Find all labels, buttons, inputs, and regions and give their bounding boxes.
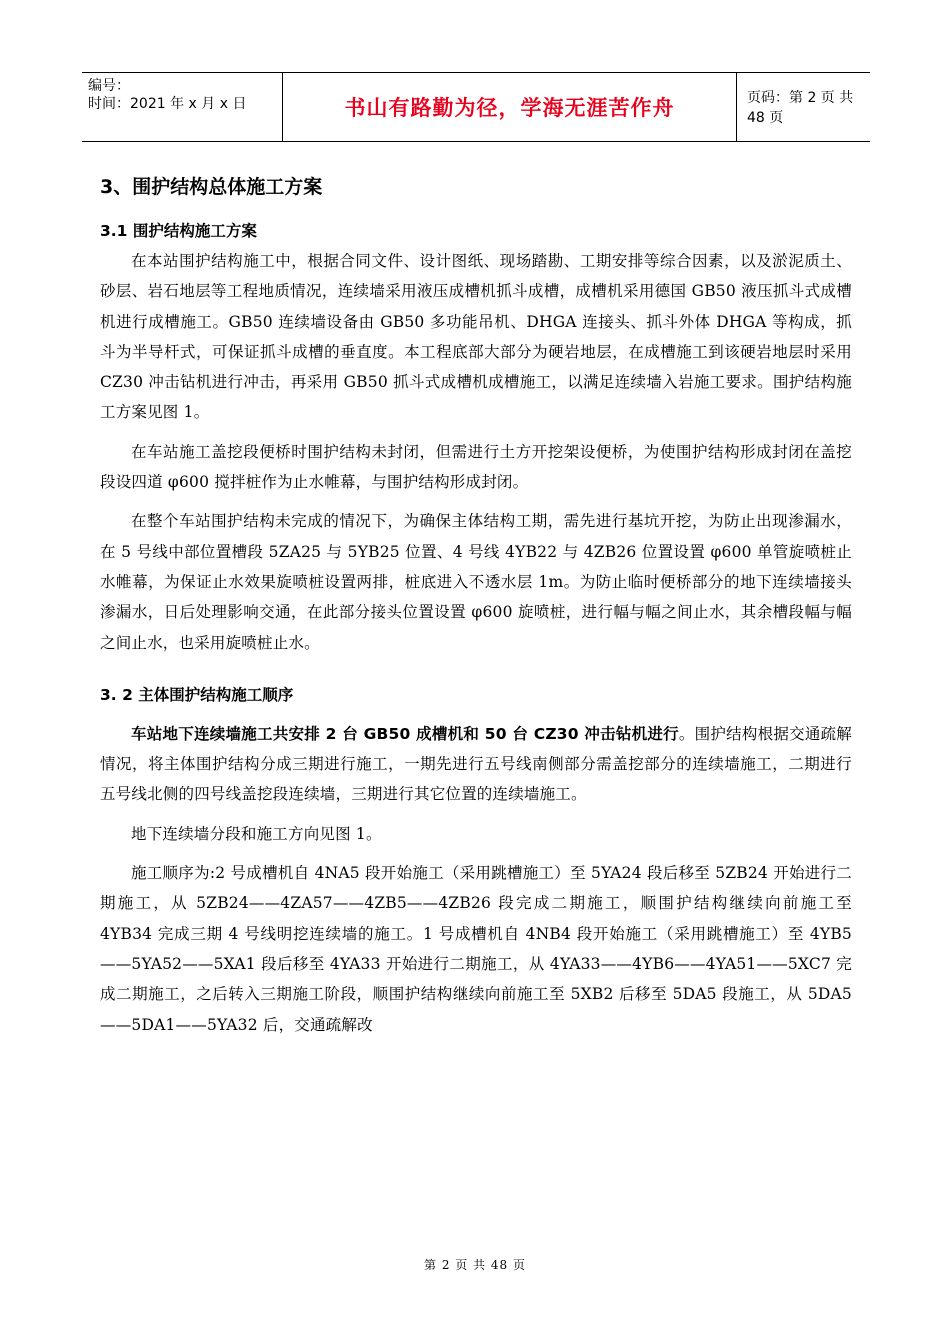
header-info-cell [82, 73, 283, 141]
paragraph: 施工顺序为:2 号成槽机自 4NA5 段开始施工（采用跳槽施工）至 5YA24 段后移至 5ZB24 开始进行二期施工，从 5ZB24——4ZA57——4ZB5——4ZB26 段完成二期施工，顺围护结构继续向前施工至 4YB34 完成三期 4 号线明挖连续墙的施工。1 号成槽机自 4NB4 段开始施工（采用跳槽施工）至 4YB5——5YA52——5XA1 段后移至 4YA33 开始进行二期施工，从 4YA33——4YB6——4YA51——5XC7 完成二期施工，之后转入三期施工阶段，顺围护结构继续向前施工至 5XB2 后移至 5DA5 段施工，从 5DA5——5DA1——5YA32 后，交通疏解改 [100, 864, 852, 1034]
document-body [100, 168, 852, 1040]
subsection-title-3-1: 3.1 围护结构施工方案 [100, 222, 257, 240]
paragraph: 在车站施工盖挖段便桥时围护结构未封闭，但需进行土方开挖架设便桥，为使围护结构形成封闭在盖挖段设四道 φ600 搅拌桩作为止水帷幕，与围护结构形成封闭。 [100, 442, 852, 492]
page-header [82, 72, 870, 142]
paragraph [100, 719, 852, 810]
paragraph: 地下连续墙分段和施工方向见图 1。 [131, 824, 382, 843]
header-number-label: 编号： [88, 78, 130, 94]
header-motto: 书山有路勤为径，学海无涯苦作舟 [283, 73, 737, 141]
page-footer: 第 2 页 共 48 页 [424, 1258, 526, 1272]
paragraph: 在整个车站围护结构未完成的情况下，为确保主体结构工期，需先进行基坑开挖，为防止出现渗漏水，在 5 号线中部位置槽段 5ZA25 与 5YB25 位置、4 号线 4YB22 与 4ZB26 位置设置 φ600 单管旋喷桩止水帷幕，为保证止水效果旋喷桩设置两排，桩底进入不透水层 1m。为防止临时便桥部分的地下连续墙接头渗漏水，日后处理影响交通，在此部分接头位置设置 φ600 旋喷桩，进行幅与幅之间止水，其余槽段幅与幅之间止水，也采用旋喷桩止水。 [100, 512, 852, 652]
lead-rest-text: 。围护结构根据交通疏解情况，将主体围护结构分成三期进行施工，一期先进行五号线南侧部分需盖挖部分的连续墙施工，二期进行五号线北侧的四号线盖挖段连续墙，三期进行其它位置的连续墙施工。 [100, 724, 853, 804]
bold-lead-text: 车站地下连续墙施工共安排 2 台 GB50 成槽机和 50 台 CZ30 冲击钻机进行 [131, 724, 679, 743]
header-page-label: 页码：第 2 页 共 48 页 [747, 90, 854, 126]
paragraph: 在本站围护结构施工中，根据合同文件、设计图纸、现场踏勘、工期安排等综合因素，以及淤泥质土、砂层、岩石地层等工程地质情况，连续墙采用液压成槽机抓斗成槽，成槽机采用德国 GB50 液压抓斗式成槽机进行成槽施工。GB50 连续墙设备由 GB50 多功能吊机、DHGA 连接头、抓斗外体 DHGA 等构成，抓斗为半导杆式，可保证抓斗成槽的垂直度。本工程底部大部分为硬岩地层，在成槽施工到该硬岩地层时采用 CZ30 冲击钻机进行冲击，再采用 GB50 抓斗式成槽机成槽施工，以满足连续墙入岩施工要求。围护结构施工方案见图 1。 [100, 252, 852, 422]
subsection-title-3-2: 3. 2 主体围护结构施工顺序 [100, 685, 294, 704]
header-time-label: 时间：2021 年 x 月 x 日 [88, 96, 247, 112]
section-title: 3、围护结构总体施工方案 [100, 176, 323, 198]
